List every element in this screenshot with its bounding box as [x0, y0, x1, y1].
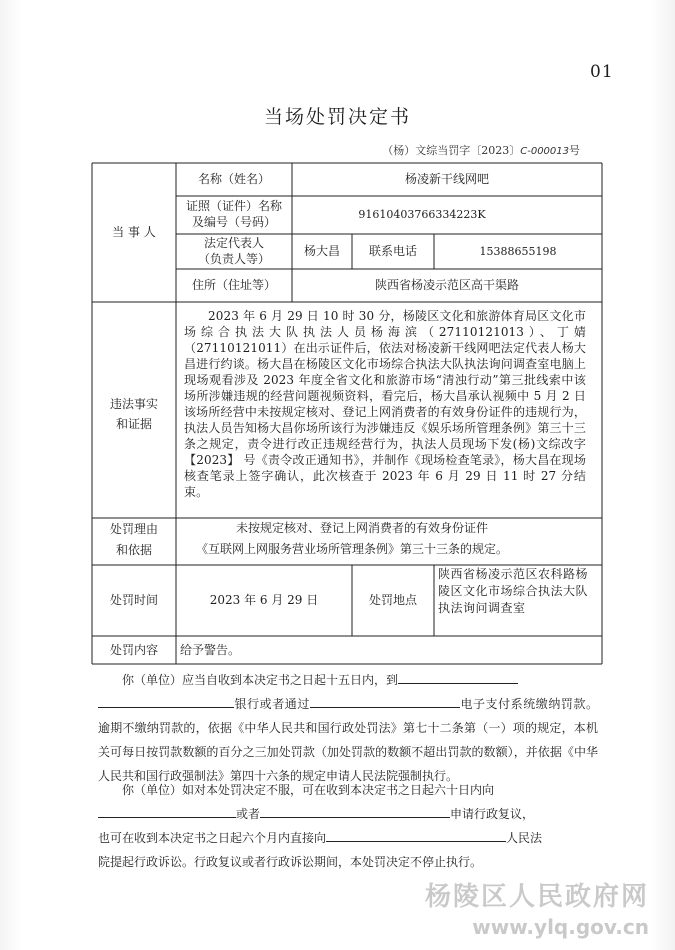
- payment-text-b: 银行或者通过: [234, 697, 310, 711]
- appeal-text-d: 也可在收到本决定书之日起六个月内直接向: [98, 831, 327, 845]
- payment-text-a: 你（单位）应当自收到本决定书之日起十五日内，到: [122, 673, 399, 687]
- license-label-line2: 及编号（号码）: [191, 215, 276, 229]
- penalty-content-value: 给予警告。: [180, 643, 241, 657]
- name-value: 杨凌新干线网吧: [404, 172, 489, 186]
- reason-label-line2: 和依据: [115, 543, 152, 557]
- bank-name-blank: [98, 693, 234, 708]
- phone-label: 联系电话: [368, 244, 417, 258]
- appeal-text-b: 或者: [236, 807, 261, 821]
- appeal-text-e: 人民法: [506, 831, 543, 845]
- address-label: 住所（住址等）: [191, 278, 276, 292]
- facts-text: 2023 年 6 月 29 日 10 时 30 分，杨陵区文化和旅游体育局区文化市场综合执法大队执法人员杨海滨（27110121013）、丁婧（27110121011）在出示证件后，依法对杨凌新干线网吧法定代表人杨大昌进行约谈。杨大昌在杨陵区文化市场综合执法大队执法询问调查室电脑上现场观看涉及 2023 年度全省文化和旅游市场“清浊行动”第三批线索中该场所涉嫌违规的经营问题视频资料，看完后，杨大昌承认视频中 5 月 2 日该场所经营中未按规定核对、登记上网消费者的有效身份证件的违规行为，执法人员告知杨大昌你场所该行为涉嫌违反《娱乐场所管理条例》第三十三条之规定，责令进行改正违规经营行为，执法人员现场下发(杨)文综改字【2023】 号《责令改正通知书》，并制作《现场检查笔录》，杨大昌在现场核查笔录上签字确认，此次核查于 2023 年 6 月 29 日 11 时 27 分结束。: [184, 309, 586, 499]
- legal-rep-label-line2: （负责人等）: [197, 252, 270, 266]
- time-value: 2023 年 6 月 29 日: [209, 593, 319, 607]
- reason-line-2: 《互联网上网服务营业场所管理条例》第三十三条的规定。: [196, 542, 509, 556]
- time-label: 处罚时间: [109, 593, 158, 607]
- facts-label-line1: 违法事实: [109, 397, 158, 411]
- party-section-label: 当 事 人: [112, 225, 156, 239]
- phone-value: 15388655198: [479, 245, 557, 258]
- review-authority-blank-1: [98, 803, 236, 818]
- address-value: 陕西省杨凌示范区高干渠路: [374, 278, 519, 292]
- penalty-content-label: 处罚内容: [109, 643, 158, 657]
- e-payment-blank: [310, 693, 460, 708]
- watermark-site-name: 杨陵区人民政府网: [424, 882, 649, 912]
- bank-blank: [398, 669, 518, 684]
- facts-label-line2: 和证据: [115, 417, 152, 431]
- reason-line-1: 未按规定核对、登记上网消费者的有效身份证件: [236, 521, 489, 535]
- appeal-paragraph: [98, 778, 598, 874]
- doc-number-handwritten: C-000013: [520, 146, 569, 157]
- page-number: 01: [590, 62, 614, 82]
- legal-rep-value: 杨大昌: [303, 244, 340, 258]
- court-blank: [326, 827, 506, 842]
- legal-rep-label-line1: 法定代表人: [203, 236, 264, 250]
- government-site-watermark: [425, 876, 649, 939]
- license-value: 91610403766334223K: [358, 208, 486, 221]
- appeal-text-c: 申请行政复议，: [450, 807, 535, 821]
- place-value: 陕西省杨凌示范区农科路杨陵区文化市场综合执法大队执法询问调查室: [438, 567, 589, 615]
- appeal-text-f: 院提起行政诉讼。行政复议或者行政诉讼期间，本处罚决定不停止执行。: [98, 855, 483, 869]
- name-label: 名称（姓名）: [197, 172, 270, 186]
- payment-text-c: 电子支付系统缴纳罚款。逾期不缴纳罚款的，依据《中华人民共和国行政处罚法》第七十二条第（一）项的规定，本机关可每日按罚款数额的百分之三加处罚款（加处罚款的数额不超出罚款的数额），并依据《中华人民共和国行政强制法》第四十六条的规定申请人民法院强制执行。: [98, 697, 598, 783]
- reason-label-line1: 处罚理由: [109, 522, 158, 536]
- license-label-line1: 证照（证件）名称: [185, 199, 282, 213]
- document-title: 当场处罚决定书: [263, 106, 411, 128]
- review-authority-blank-2: [260, 803, 450, 818]
- appeal-text-a: 你（单位）如对本处罚决定不服，可在收到本决定书之日起六十日内向: [122, 783, 495, 797]
- payment-paragraph: [98, 668, 598, 788]
- watermark-url: www.ylq.gov.cn: [472, 915, 649, 939]
- doc-number-prefix: （杨）文综当罚字〔2023〕: [382, 144, 521, 157]
- place-label: 处罚地点: [368, 593, 417, 607]
- doc-number-suffix: 号: [569, 144, 580, 157]
